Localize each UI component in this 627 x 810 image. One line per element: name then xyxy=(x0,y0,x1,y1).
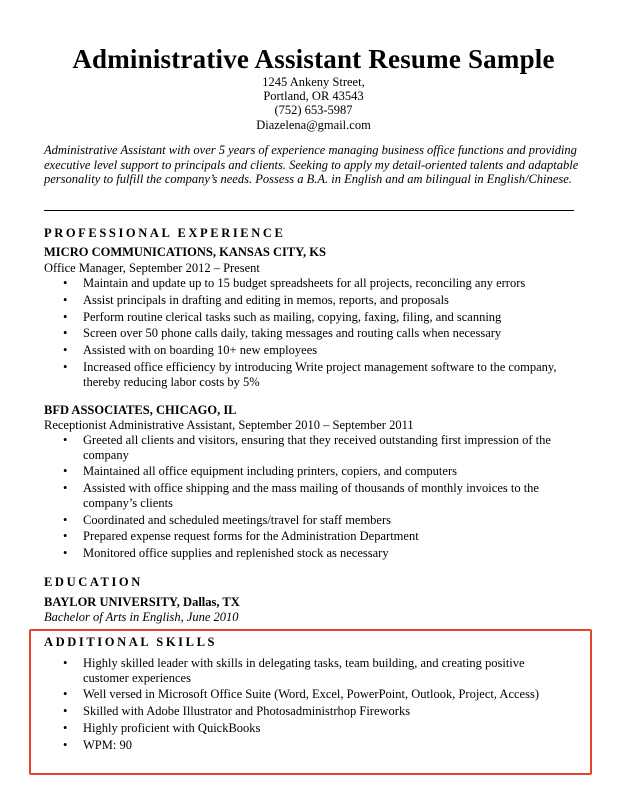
professional-summary: Administrative Assistant with over 5 years of experience managing business office functions and providing executive level support to principals and clients. Seeking to apply my detail-oriented talents and adaptable personality to fulfill the company’s needs. Possess a B.A. in English and am bilingual in English/Chinese. xyxy=(44,143,579,187)
education-school: BAYLOR UNIVERSITY, Dallas, TX xyxy=(44,595,240,609)
job-bullets xyxy=(63,433,573,563)
bullet-item: • Screen over 50 phone calls daily, taking messages and routing calls when necessary xyxy=(63,326,573,341)
contact-city: Portland, OR 43543 xyxy=(263,89,364,104)
bullet-item: • Assist principals in drafting and editing in memos, reports, and proposals xyxy=(63,293,573,308)
resume-title: Administrative Assistant Resume Sample xyxy=(72,44,555,74)
bullet-item: • Monitored office supplies and replenished stock as necessary xyxy=(63,546,573,561)
bullet-item: • Coordinated and scheduled meetings/travel for staff members xyxy=(63,513,573,528)
bullet-item: • Perform routine clerical tasks such as mailing, copying, faxing, filing, and scanning xyxy=(63,310,573,325)
job-employer: MICRO COMMUNICATIONS, KANSAS CITY, KS xyxy=(44,245,326,259)
contact-street: 1245 Ankeny Street, xyxy=(262,75,365,89)
contact-block xyxy=(0,75,627,132)
section-heading-education: EDUCATION xyxy=(44,575,143,589)
bullet-item: • Highly proficient with QuickBooks xyxy=(63,721,573,736)
bullet-item: • Assisted with office shipping and the mass mailing of thousands of monthly invoices to the company’s clients xyxy=(63,481,573,510)
contact-email: Diazelena@gmail.com xyxy=(256,117,371,132)
contact-phone: (752) 653-5987 xyxy=(274,103,353,118)
job-role: Receptionist Administrative Assistant, September 2010 – September 2011 xyxy=(44,418,414,432)
job-employer: BFD ASSOCIATES, CHICAGO, IL xyxy=(44,403,237,417)
header-divider xyxy=(44,210,574,211)
job-role: Office Manager, September 2012 – Present xyxy=(44,261,260,275)
bullet-item: • Skilled with Adobe Illustrator and Photosadministrhop Fireworks xyxy=(63,704,573,719)
bullet-item: • Increased office efficiency by introducing Write project management software to the company, thereby reducing labor costs by 5% xyxy=(63,360,573,389)
skills-bullets xyxy=(63,656,573,755)
bullet-item: • Maintained all office equipment including printers, copiers, and computers xyxy=(63,464,573,479)
job-bullets xyxy=(63,276,573,391)
bullet-item: • Highly skilled leader with skills in delegating tasks, team building, and creating positive customer experiences xyxy=(63,656,573,685)
section-heading-experience: PROFESSIONAL EXPERIENCE xyxy=(44,226,286,240)
bullet-item: • Prepared expense request forms for the Administration Department xyxy=(63,529,573,544)
bullet-item: • Greeted all clients and visitors, ensuring that they received outstanding first impression of the company xyxy=(63,433,573,462)
bullet-item: • WPM: 90 xyxy=(63,738,573,753)
section-heading-skills: ADDITIONAL SKILLS xyxy=(44,635,218,649)
bullet-item: • Well versed in Microsoft Office Suite (Word, Excel, PowerPoint, Outlook, Project, Access) xyxy=(63,687,573,702)
bullet-item: • Maintain and update up to 15 budget spreadsheets for all projects, reconciling any errors xyxy=(63,276,573,291)
education-degree: Bachelor of Arts in English, June 2010 xyxy=(44,610,239,624)
bullet-item: • Assisted with on boarding 10+ new employees xyxy=(63,343,573,358)
